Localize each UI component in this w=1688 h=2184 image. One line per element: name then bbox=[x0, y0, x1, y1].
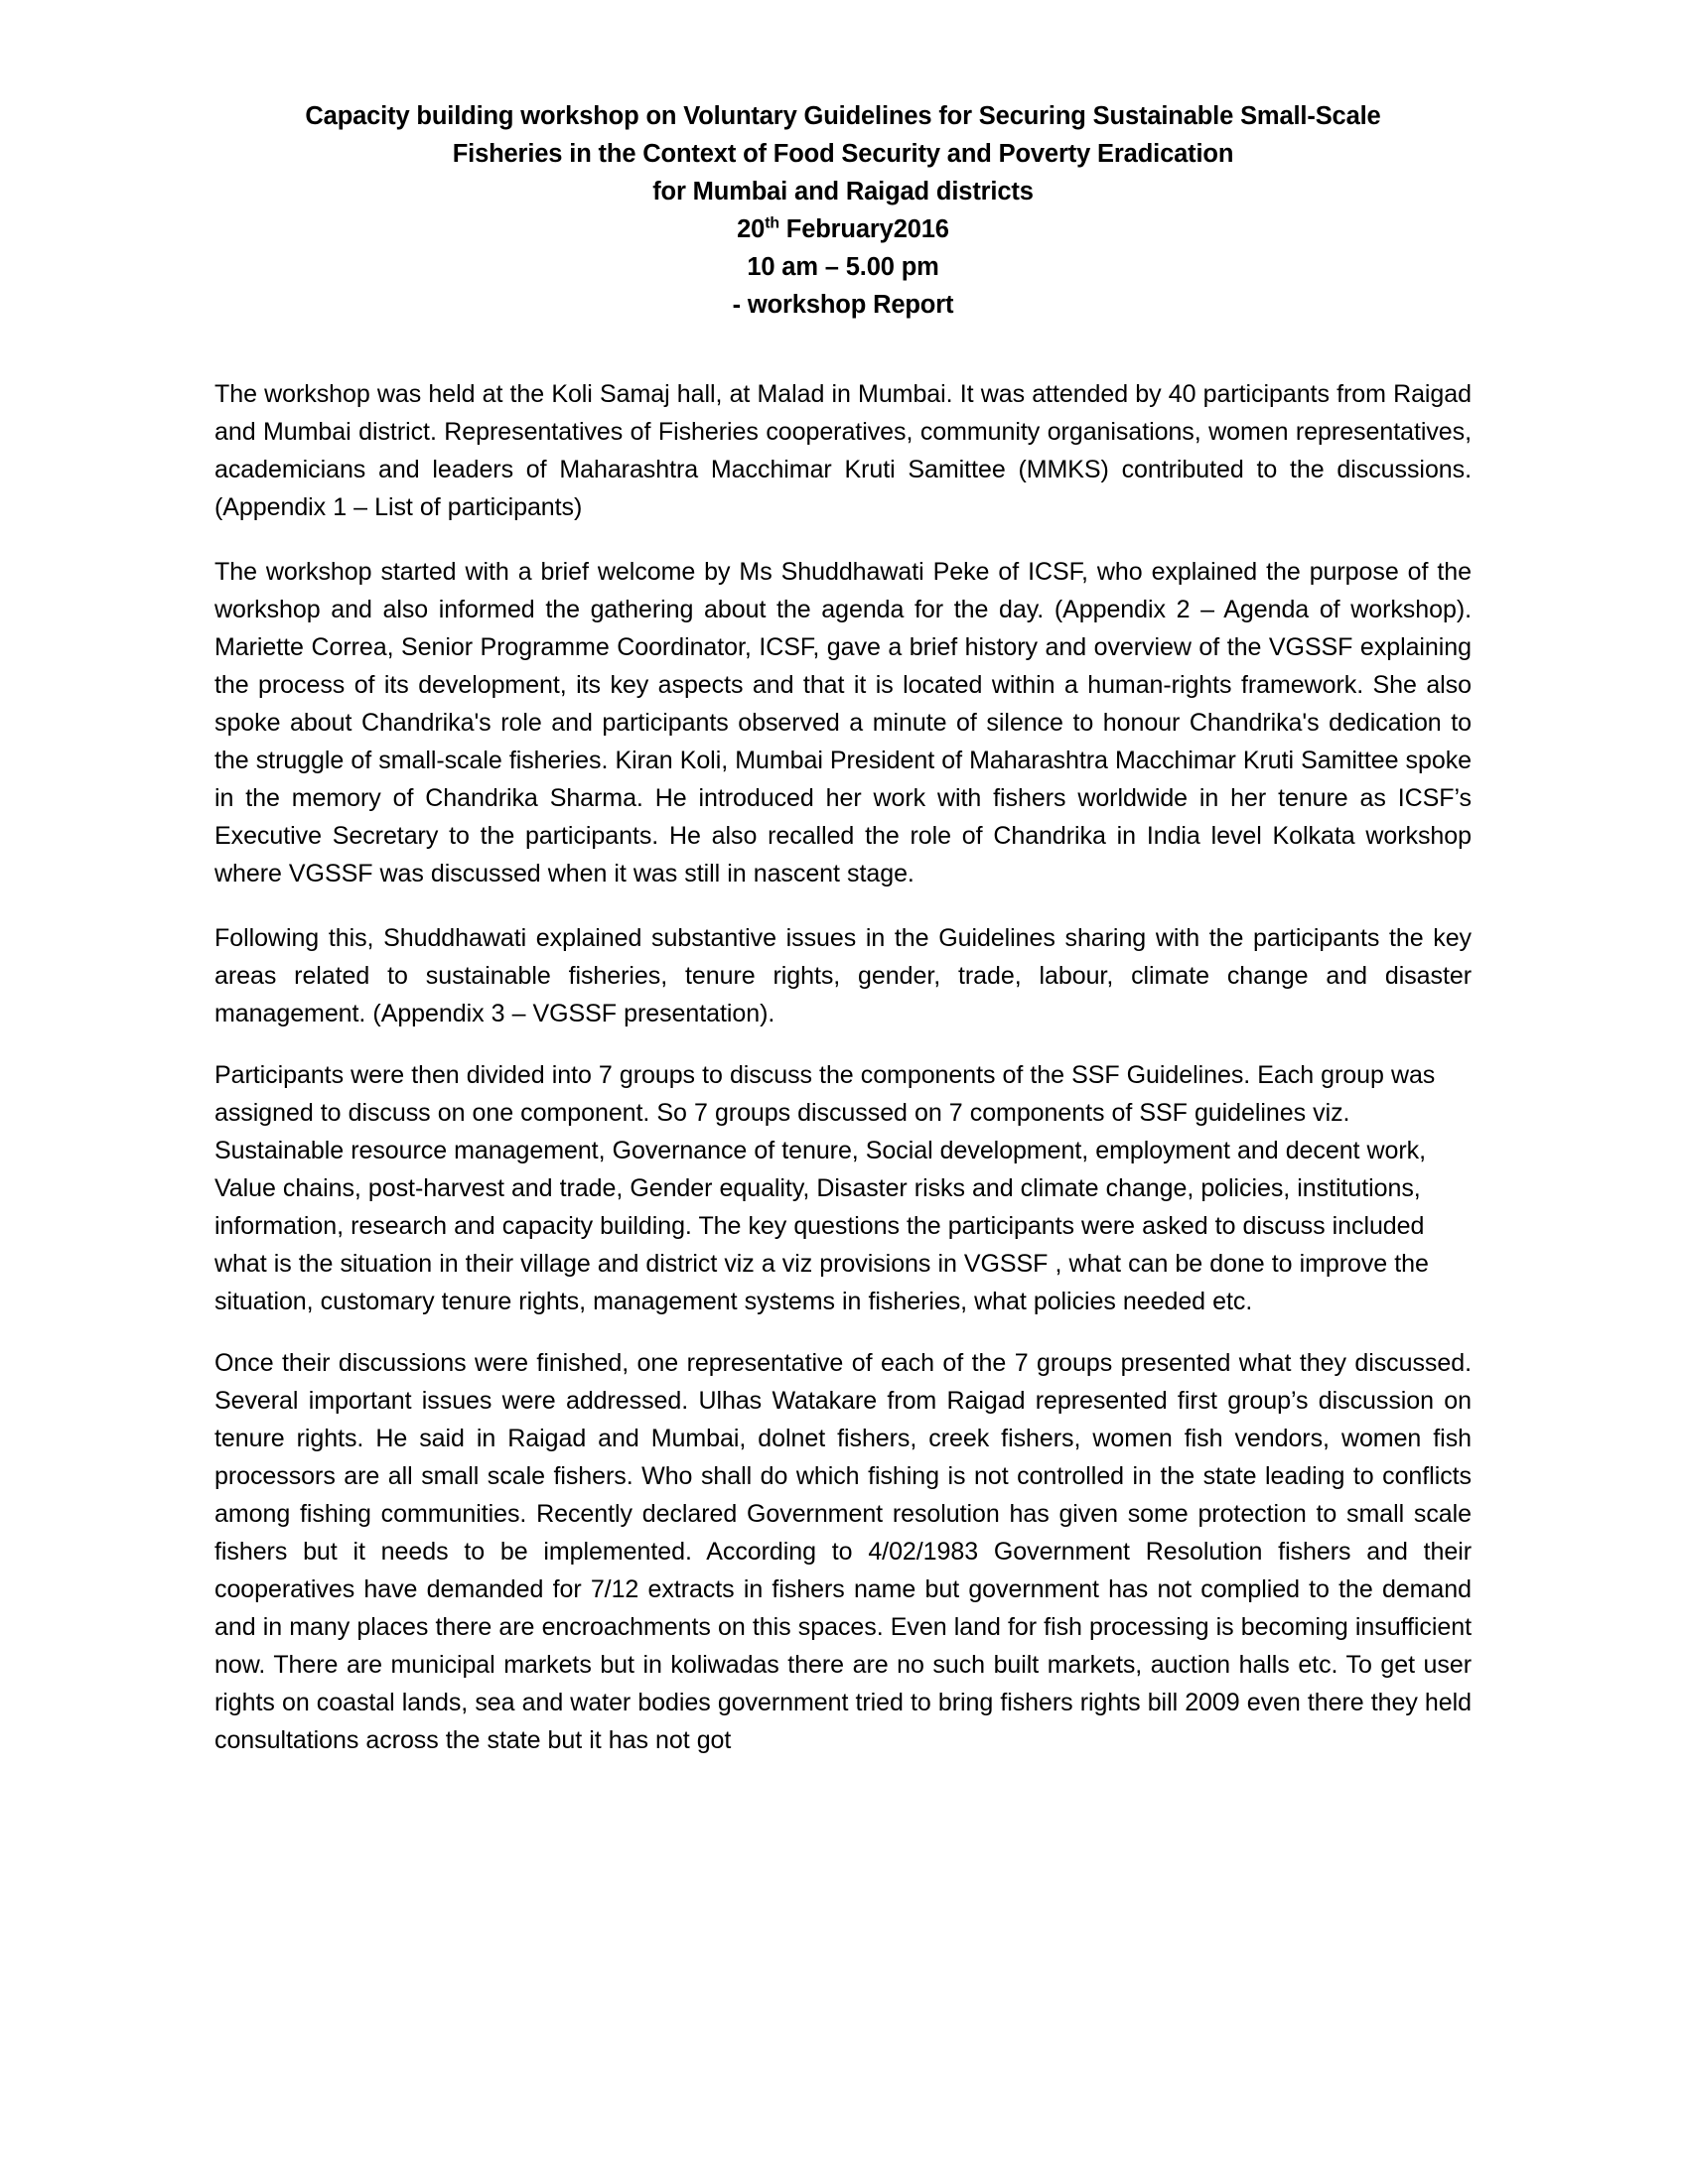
date-ordinal-suffix: th bbox=[765, 214, 779, 232]
title-date-line bbox=[214, 210, 1472, 248]
title-time-line: 10 am – 5.00 pm bbox=[747, 253, 939, 281]
title-line-2: Fisheries in the Context of Food Security and Poverty Eradication bbox=[452, 140, 1234, 168]
title-line-3: for Mumbai and Raigad districts bbox=[652, 178, 1034, 205]
paragraph-4: Participants were then divided into 7 groups to discuss the components of the SSF Guidelines. Each group was assigned to discuss on one component. So 7 groups discussed on 7 components of SSF guidelines viz. Sustainable resource management, Governance of tenure, Social development, employment and decent work, Value chains, post-harvest and trade, Gender equality, Disaster risks and climate change, policies, institutions, information, research and capacity building. The key questions the participants were asked to discuss included what is the situation in their village and district viz a viz provisions in VGSSF , what can be done to improve the situation, customary tenure rights, management systems in fisheries, what policies needed etc. bbox=[214, 1061, 1436, 1315]
title-line-1: Capacity building workshop on Voluntary Guidelines for Securing Sustainable Small-Scale bbox=[305, 102, 1381, 130]
paragraph-2: The workshop started with a brief welcome by Ms Shuddhawati Peke of ICSF, who explained the purpose of the workshop and also informed the gathering about the agenda for the day. (Appendix 2 – Agenda of workshop). Mariette Correa, Senior Programme Coordinator, ICSF, gave a brief history and overview of the VGSSF explaining the process of its development, its key aspects and that it is located within a human-rights framework. She also spoke about Chandrika's role and participants observed a minute of silence to honour Chandrika's dedication to the struggle of small-scale fisheries. Kiran Koli, Mumbai President of Maharashtra Macchimar Kruti Samittee spoke in the memory of Chandrika Sharma. He introduced her work with fishers worldwide in her tenure as ICSF’s Executive Secretary to the participants. He also recalled the role of Chandrika in India level Kolkata workshop where VGSSF was discussed when it was still in nascent stage. bbox=[214, 558, 1472, 887]
document-title-block bbox=[214, 97, 1472, 324]
title-subtitle-line: - workshop Report bbox=[732, 291, 954, 319]
date-rest: February2016 bbox=[778, 215, 949, 243]
paragraph-1: The workshop was held at the Koli Samaj hall, at Malad in Mumbai. It was attended by 40 participants from Raigad and Mumbai district. Representatives of Fisheries cooperatives, community organisations, women representatives, academicians and leaders of Maharashtra Macchimar Kruti Samittee (MMKS) contributed to the discussions. (Appendix 1 – List of participants) bbox=[214, 380, 1472, 521]
paragraph-5: Once their discussions were finished, one representative of each of the 7 groups presented what they discussed. Several important issues were addressed. Ulhas Watakare from Raigad represented first group’s discussion on tenure rights. He said in Raigad and Mumbai, dolnet fishers, creek fishers, women fish vendors, women fish processors are all small scale fishers. Who shall do which fishing is not controlled in the state leading to conflicts among fishing communities. Recently declared Government resolution has given some protection to small scale fishers but it needs to be implemented. According to 4/02/1983 Government Resolution fishers and their cooperatives have demanded for 7/12 extracts in fishers name but government has not complied to the demand and in many places there are encroachments on this spaces. Even land for fish processing is becoming insufficient now. There are municipal markets but in koliwadas there are no such built markets, auction halls etc. To get user rights on coastal lands, sea and water bodies government tried to bring fishers rights bill 2009 even there they held consultations across the state but it has not got bbox=[214, 1349, 1472, 1754]
paragraph-3: Following this, Shuddhawati explained substantive issues in the Guidelines sharing with the participants the key areas related to sustainable fisheries, tenure rights, gender, trade, labour, climate change and disaster management. (Appendix 3 – VGSSF presentation). bbox=[214, 924, 1472, 1027]
document-content bbox=[214, 97, 1472, 1759]
document-body bbox=[214, 375, 1472, 1759]
date-day: 20 bbox=[737, 215, 766, 243]
